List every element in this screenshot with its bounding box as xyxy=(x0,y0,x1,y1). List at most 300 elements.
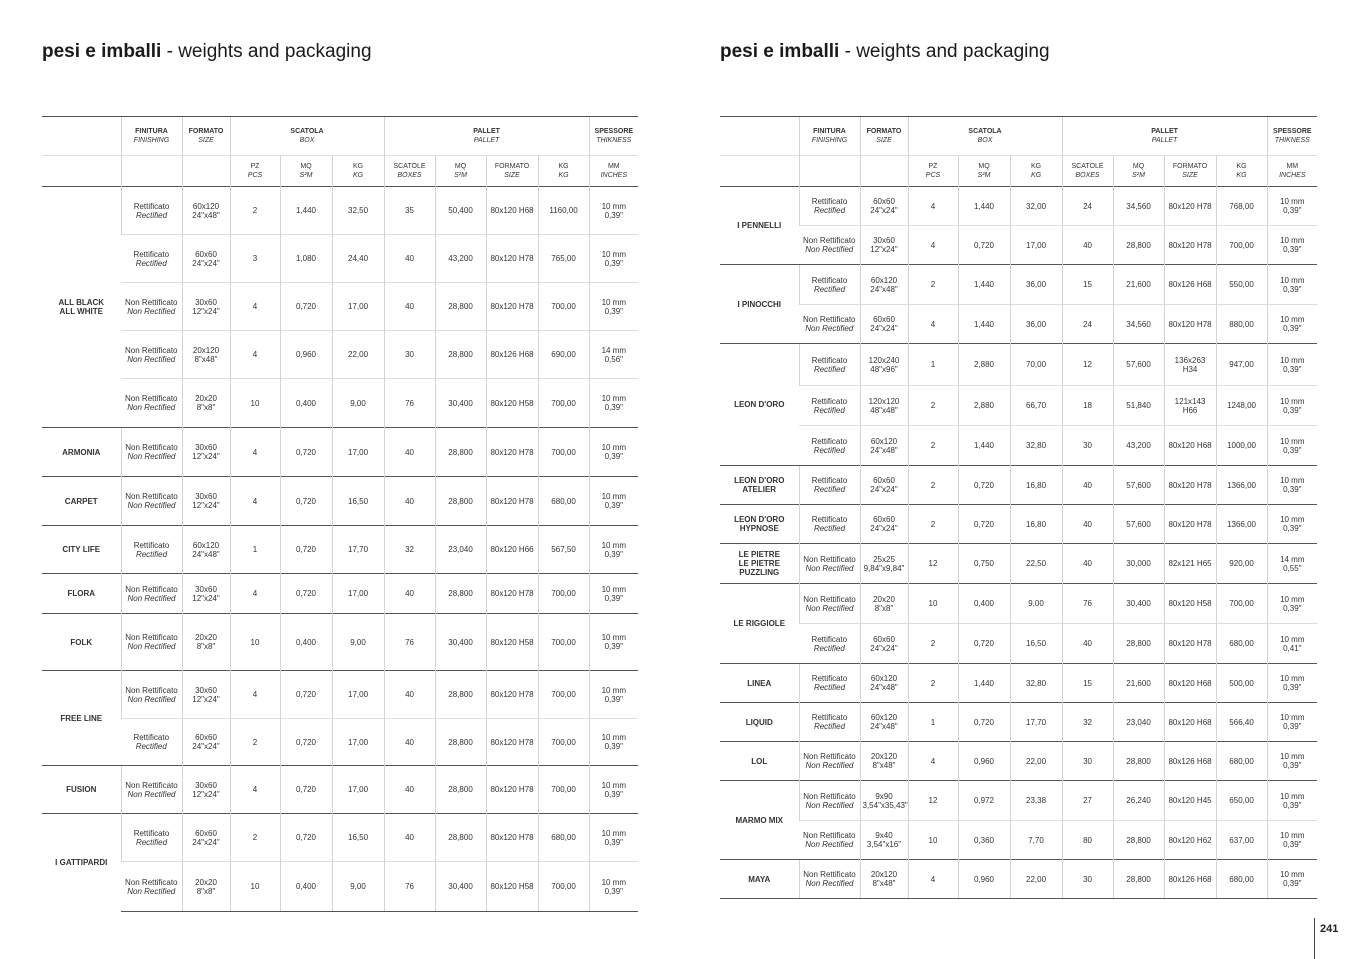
mq-cell xyxy=(958,426,1010,466)
table-row xyxy=(42,526,638,574)
kg-cell xyxy=(1010,344,1062,386)
pformato-value: 80x120 H58 xyxy=(490,882,534,891)
pformato-cell xyxy=(1164,187,1216,226)
mq-cell xyxy=(958,344,1010,386)
product-name-line: HYPNOSE xyxy=(739,524,779,533)
scatole-cell xyxy=(1062,305,1113,344)
finishing-cell-en: Non Rectified xyxy=(805,761,854,770)
pmq-value: 57,600 xyxy=(1126,360,1151,369)
header-kg xyxy=(1216,156,1267,187)
pformato-value: 80x120 H58 xyxy=(490,637,534,647)
size-cell xyxy=(860,703,908,742)
scatole-value: 40 xyxy=(1083,559,1092,568)
scatole-value: 40 xyxy=(405,785,414,794)
finishing-cell xyxy=(121,862,182,912)
product-name-line: ARMONIA xyxy=(62,447,101,457)
size-cell-it: 25x25 xyxy=(873,554,895,564)
header-formato2-en: SIZE xyxy=(504,172,520,179)
header-formato-it: FORMATO xyxy=(188,128,224,135)
size-cell-en: 3,54"x35,43" xyxy=(862,800,908,810)
pz-cell xyxy=(230,331,280,379)
thickness-cell-it: 10 mm xyxy=(601,828,627,838)
product-name-line: LOL xyxy=(751,756,768,766)
mq-cell xyxy=(280,477,332,526)
thickness-cell xyxy=(1267,265,1317,305)
pz-cell xyxy=(230,671,280,719)
kg-cell xyxy=(1010,742,1062,781)
pformato-value: 80x120 H78 xyxy=(1168,480,1212,490)
finishing-cell-it: Rettificato xyxy=(811,713,848,722)
pz-cell xyxy=(230,814,280,862)
page-title: pesi e imballi - weights and packaging xyxy=(42,41,372,62)
pformato-value: 80x120 H78 xyxy=(490,737,534,747)
header-mq xyxy=(280,156,332,187)
thickness-cell xyxy=(1267,226,1317,265)
kg-cell xyxy=(1010,386,1062,426)
pformato-value: 80x120 H78 xyxy=(1168,201,1212,211)
header-mq-it: MQ xyxy=(454,163,467,170)
finishing-cell xyxy=(121,526,182,574)
size-cell-it: 20x20 xyxy=(195,877,217,887)
thickness-cell-en: 0,39" xyxy=(604,258,623,268)
pkg-value: 500,00 xyxy=(1229,678,1254,688)
pkg-cell xyxy=(538,187,589,235)
pformato-value: 80x120 H78 xyxy=(1168,639,1212,648)
scatole-cell xyxy=(384,614,435,671)
scatole-value: 40 xyxy=(405,302,414,311)
thickness-cell-en: 0,39" xyxy=(1283,485,1302,494)
pkg-cell xyxy=(538,574,589,614)
mq-value: 0,960 xyxy=(295,350,317,359)
kg-value: 7,70 xyxy=(1028,835,1044,845)
pformato-cell xyxy=(486,671,538,719)
thickness-cell-it: 10 mm xyxy=(601,249,627,259)
kg-cell xyxy=(332,614,384,671)
kg-cell xyxy=(332,477,384,526)
kg-value: 17,00 xyxy=(348,737,369,747)
header-scatole-it: SCATOLE xyxy=(1071,163,1104,170)
size-cell-en: 24"x24" xyxy=(870,206,898,215)
header-kg xyxy=(1010,156,1062,187)
scatole-cell xyxy=(384,187,435,235)
mq-cell xyxy=(280,379,332,428)
header-kg-en: KG xyxy=(352,172,364,179)
product-name-line: FUSION xyxy=(66,785,97,794)
thickness-cell-en: 0,41" xyxy=(1283,643,1302,653)
pmq-cell xyxy=(1113,624,1164,664)
pkg-value: 566,40 xyxy=(1229,717,1254,727)
pformato-cell xyxy=(486,187,538,235)
finishing-cell-it: Non Rettificato xyxy=(125,584,178,594)
thickness-cell-it: 10 mm xyxy=(601,633,627,642)
pformato-cell xyxy=(1164,226,1216,265)
size-cell xyxy=(860,584,908,624)
finishing-cell-it: Non Rettificato xyxy=(125,492,178,501)
thickness-cell-it: 10 mm xyxy=(1280,197,1305,206)
thickness-cell xyxy=(589,671,638,719)
pz-value: 2 xyxy=(930,639,936,648)
pmq-value: 28,800 xyxy=(448,350,473,359)
size-cell-it: 20x120 xyxy=(870,870,898,879)
finishing-cell-it: Rettificato xyxy=(811,674,848,683)
header-mm xyxy=(1267,156,1317,187)
pformato-cell xyxy=(1164,265,1216,305)
pformato-cell xyxy=(1164,664,1216,703)
thickness-cell xyxy=(1267,344,1317,386)
pkg-value: 637,00 xyxy=(1229,835,1254,845)
pz-value: 1 xyxy=(930,717,936,727)
pz-cell xyxy=(230,614,280,671)
product-name-line: PUZZLING xyxy=(739,568,780,577)
mq-value: 1,440 xyxy=(973,441,995,450)
header-scatola-en: BOX xyxy=(299,137,315,144)
size-cell-it: 60x120 xyxy=(192,540,220,550)
finishing-cell-en: Non Rectified xyxy=(127,593,176,603)
finishing-cell-it: Non Rettificato xyxy=(125,297,178,307)
finishing-cell-en: Non Rectified xyxy=(127,452,176,461)
header-kg xyxy=(538,156,589,187)
product-name-line: ALL BLACK xyxy=(58,298,105,307)
product-name-line: CITY LIFE xyxy=(62,545,101,554)
mq-value: 1,080 xyxy=(295,254,317,263)
kg-value: 17,00 xyxy=(348,690,369,699)
pz-cell xyxy=(908,466,958,505)
header-pallet-en: PALLET xyxy=(473,137,500,144)
header-scatola-en: BOX xyxy=(977,137,993,144)
thickness-cell-en: 0,39" xyxy=(604,789,623,799)
pkg-value: 550,00 xyxy=(1229,280,1254,289)
pmq-value: 30,000 xyxy=(1126,559,1151,568)
table-row xyxy=(720,505,1317,544)
pz-cell xyxy=(230,526,280,574)
thickness-cell-en: 0,39" xyxy=(1283,405,1302,415)
pkg-cell xyxy=(538,428,589,477)
scatole-value: 40 xyxy=(1083,639,1092,648)
table-row xyxy=(720,742,1317,781)
header-pz-en: PCS xyxy=(925,172,941,179)
header-mq xyxy=(958,156,1010,187)
header-mm-it: MM xyxy=(607,163,620,170)
header-kg-en: KG xyxy=(1030,172,1042,179)
kg-cell xyxy=(1010,187,1062,226)
scatole-value: 32 xyxy=(1083,717,1092,727)
pz-value: 4 xyxy=(252,690,258,699)
thickness-cell-it: 10 mm xyxy=(1280,634,1305,644)
header-scatola xyxy=(908,117,1062,156)
pformato-cell xyxy=(486,719,538,766)
mq-value: 2,880 xyxy=(973,401,995,410)
product-name xyxy=(720,860,799,899)
scatole-cell xyxy=(1062,544,1113,584)
scatole-cell xyxy=(1062,344,1113,386)
size-cell xyxy=(182,719,230,766)
pz-value: 4 xyxy=(930,756,936,766)
size-cell-it: 60x60 xyxy=(195,249,217,259)
size-cell-it: 60x60 xyxy=(873,515,895,524)
pmq-cell xyxy=(435,671,486,719)
pmq-value: 28,800 xyxy=(448,690,473,699)
thickness-cell xyxy=(589,574,638,614)
pmq-cell xyxy=(1113,344,1164,386)
pmq-cell xyxy=(1113,860,1164,899)
pkg-value: 880,00 xyxy=(1229,319,1254,329)
pkg-value: 700,00 xyxy=(551,737,576,747)
thickness-cell xyxy=(1267,426,1317,466)
kg-cell xyxy=(332,719,384,766)
finishing-cell-it: Non Rettificato xyxy=(125,780,178,790)
scatole-value: 15 xyxy=(1083,280,1092,289)
finishing-cell-it: Rettificato xyxy=(133,249,170,259)
pz-cell xyxy=(230,428,280,477)
pformato-cell xyxy=(486,331,538,379)
mq-cell xyxy=(280,671,332,719)
pformato-value: 136x263 H34 xyxy=(1174,355,1206,374)
finishing-cell-en: Non Rectified xyxy=(805,879,854,888)
thickness-cell xyxy=(589,331,638,379)
finishing-cell-it: Non Rettificato xyxy=(125,685,178,695)
thickness-cell xyxy=(589,187,638,235)
size-cell xyxy=(182,331,230,379)
pz-cell xyxy=(230,719,280,766)
pmq-cell xyxy=(435,331,486,379)
scatole-value: 76 xyxy=(405,398,414,408)
thickness-cell xyxy=(589,428,638,477)
kg-value: 24,40 xyxy=(348,254,369,263)
thickness-cell-en: 0,39" xyxy=(1283,206,1302,215)
kg-value: 16,80 xyxy=(1026,519,1047,529)
kg-value: 9,00 xyxy=(350,882,366,891)
thickness-cell-it: 14 mm xyxy=(1280,554,1305,564)
mq-cell xyxy=(280,526,332,574)
table-row xyxy=(42,574,638,614)
size-cell xyxy=(182,671,230,719)
pz-value: 2 xyxy=(252,206,258,215)
pkg-cell xyxy=(1216,584,1267,624)
product-name-line: MARMO MIX xyxy=(735,815,784,825)
mq-value: 0,720 xyxy=(295,589,317,598)
pmq-cell xyxy=(435,766,486,814)
size-cell-it: 120x240 xyxy=(868,355,900,365)
header-blank xyxy=(720,117,799,156)
pz-value: 4 xyxy=(930,319,936,329)
pformato-cell xyxy=(486,526,538,574)
kg-value: 9,00 xyxy=(350,398,366,408)
size-cell-it: 20x20 xyxy=(195,394,217,403)
pz-value: 4 xyxy=(930,240,936,250)
header-finitura xyxy=(799,117,860,156)
kg-cell xyxy=(1010,664,1062,703)
mq-cell xyxy=(958,742,1010,781)
product-name-line: MAYA xyxy=(748,874,771,884)
finishing-cell-en: Rectified xyxy=(135,837,168,847)
mq-value: 0,720 xyxy=(973,717,995,727)
table-row xyxy=(720,584,1317,624)
thickness-cell-it: 10 mm xyxy=(1280,831,1305,840)
pformato-value: 80x120 H66 xyxy=(490,545,534,554)
scatole-cell xyxy=(1062,703,1113,742)
pformato-value: 80x120 H78 xyxy=(490,447,534,457)
pmq-value: 30,400 xyxy=(1126,599,1151,608)
pz-cell xyxy=(908,505,958,544)
thickness-cell-it: 10 mm xyxy=(1280,436,1305,446)
product-name xyxy=(42,187,121,428)
table-row xyxy=(42,614,638,671)
header-pz-en: PCS xyxy=(247,172,263,179)
finishing-cell xyxy=(121,671,182,719)
table-row xyxy=(42,428,638,477)
size-cell xyxy=(182,187,230,235)
finishing-cell-en: Non Rectified xyxy=(127,789,176,799)
thickness-cell-en: 0,39" xyxy=(604,742,623,751)
pz-value: 1 xyxy=(252,545,258,554)
kg-cell xyxy=(1010,860,1062,899)
size-cell-en: 12"x24" xyxy=(192,306,220,316)
size-cell xyxy=(860,664,908,703)
header-row-main xyxy=(720,117,1317,156)
pz-value: 4 xyxy=(252,350,258,359)
scatole-value: 40 xyxy=(1083,519,1092,529)
header-pz xyxy=(908,156,958,187)
header-scatola-it: SCATOLA xyxy=(290,128,324,135)
pformato-cell xyxy=(1164,426,1216,466)
header-kg-en: KG xyxy=(1236,172,1247,179)
pmq-cell xyxy=(435,814,486,862)
pformato-value: 80x120 H68 xyxy=(1168,717,1212,727)
pformato-value: 80x120 H78 xyxy=(1168,519,1212,529)
pformato-cell xyxy=(486,283,538,331)
size-cell xyxy=(182,379,230,428)
kg-cell xyxy=(332,862,384,912)
mq-value: 0,720 xyxy=(295,785,317,794)
finishing-cell-it: Non Rettificato xyxy=(125,877,178,887)
pkg-cell xyxy=(1216,505,1267,544)
thickness-cell-en: 0,39" xyxy=(1283,364,1302,374)
pmq-value: 51,840 xyxy=(1126,401,1151,410)
pkg-value: 768,00 xyxy=(1229,201,1254,211)
pz-cell xyxy=(908,386,958,426)
finishing-cell-it: Rettificato xyxy=(811,436,848,446)
kg-value: 32,50 xyxy=(348,206,369,215)
header-pz-it: PZ xyxy=(250,163,260,170)
pformato-value: 80x120 H58 xyxy=(490,398,534,408)
thickness-cell-it: 14 mm xyxy=(601,345,627,355)
pkg-cell xyxy=(538,526,589,574)
pkg-value: 1366,00 xyxy=(1227,519,1256,529)
scatole-value: 40 xyxy=(405,254,414,263)
size-cell-en: 8"x8" xyxy=(196,403,216,412)
size-cell-it: 60x120 xyxy=(870,674,898,683)
header-mq xyxy=(435,156,486,187)
size-cell-en: 3,54"x16" xyxy=(866,840,902,849)
thickness-cell-en: 0,39" xyxy=(604,837,623,847)
pmq-cell xyxy=(435,235,486,283)
thickness-cell xyxy=(1267,860,1317,899)
product-name xyxy=(720,742,799,781)
finishing-cell xyxy=(121,814,182,862)
scatole-cell xyxy=(1062,742,1113,781)
mq-value: 0,720 xyxy=(295,737,317,747)
finishing-cell-it: Non Rettificato xyxy=(803,791,856,801)
pkg-value: 680,00 xyxy=(1229,874,1254,884)
size-cell xyxy=(860,305,908,344)
size-cell-en: 24"x24" xyxy=(870,324,898,333)
finishing-cell-en: Rectified xyxy=(813,485,846,494)
mq-value: 0,720 xyxy=(295,833,317,842)
pformato-value: 80x126 H68 xyxy=(490,350,534,359)
mq-cell xyxy=(958,305,1010,344)
pz-value: 10 xyxy=(928,835,938,845)
thickness-cell-en: 0,39" xyxy=(604,694,623,704)
mq-value: 1,440 xyxy=(973,678,995,688)
finishing-cell-en: Non Rectified xyxy=(127,403,176,412)
finishing-cell xyxy=(121,428,182,477)
finishing-cell-it: Non Rettificato xyxy=(125,633,178,642)
scatole-cell xyxy=(1062,265,1113,305)
product-name xyxy=(42,614,121,671)
pmq-value: 21,600 xyxy=(1126,280,1151,289)
pformato-value: 80x126 H68 xyxy=(1168,756,1212,766)
mq-value: 0,400 xyxy=(295,637,317,647)
thickness-cell xyxy=(589,477,638,526)
pkg-value: 680,00 xyxy=(1229,639,1254,648)
pformato-value: 80x120 H78 xyxy=(490,496,534,506)
pkg-cell xyxy=(1216,426,1267,466)
pkg-value: 567,50 xyxy=(551,545,576,554)
pmq-cell xyxy=(1113,742,1164,781)
product-name-line: I PINOCCHI xyxy=(737,299,782,309)
thickness-cell-en: 0,39" xyxy=(1283,524,1302,533)
header-formato-en: SIZE xyxy=(198,137,214,144)
finishing-cell-it: Non Rettificato xyxy=(803,870,856,879)
thickness-cell xyxy=(589,526,638,574)
pkg-value: 1366,00 xyxy=(1227,480,1256,490)
pformato-cell xyxy=(1164,860,1216,899)
pmq-cell xyxy=(435,428,486,477)
finishing-cell-en: Rectified xyxy=(135,549,168,559)
kg-cell xyxy=(1010,544,1062,584)
finishing-cell xyxy=(799,703,860,742)
pkg-value: 700,00 xyxy=(551,398,576,408)
table-row xyxy=(720,703,1317,742)
finishing-cell xyxy=(799,265,860,305)
size-cell xyxy=(860,860,908,899)
scatole-cell xyxy=(384,862,435,912)
finishing-cell-en: Rectified xyxy=(813,284,846,294)
scatole-value: 32 xyxy=(405,545,414,554)
product-name xyxy=(42,766,121,814)
scatole-value: 35 xyxy=(405,206,414,215)
product-name-line: LINEA xyxy=(747,678,772,688)
mq-cell xyxy=(958,664,1010,703)
table-row xyxy=(720,860,1317,899)
scatole-cell xyxy=(1062,187,1113,226)
page-number: 241 xyxy=(1314,918,1338,959)
pmq-value: 30,400 xyxy=(448,398,473,408)
pz-cell xyxy=(908,344,958,386)
pmq-value: 34,560 xyxy=(1126,319,1151,329)
size-cell-it: 60x60 xyxy=(873,476,895,485)
pkg-value: 650,00 xyxy=(1229,796,1254,805)
size-cell xyxy=(860,544,908,584)
pmq-value: 30,400 xyxy=(448,637,473,647)
thickness-cell xyxy=(589,614,638,671)
header-scatole xyxy=(1062,156,1113,187)
pformato-value: 80x120 H58 xyxy=(1168,599,1212,608)
header-spessore-en: THIKNESS xyxy=(596,137,632,144)
pkg-value: 700,00 xyxy=(551,882,576,891)
finishing-cell-en: Rectified xyxy=(813,364,846,374)
mq-cell xyxy=(958,386,1010,426)
